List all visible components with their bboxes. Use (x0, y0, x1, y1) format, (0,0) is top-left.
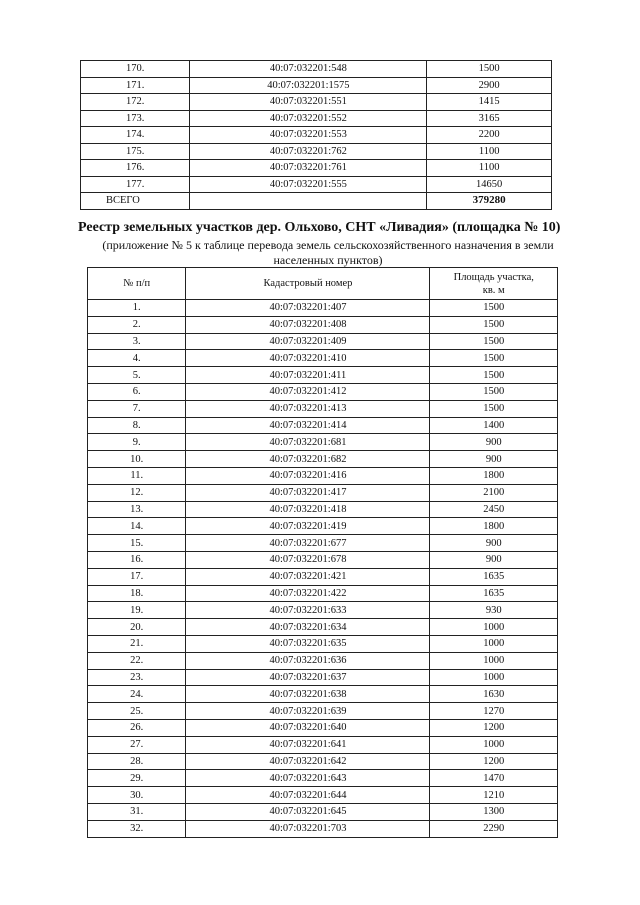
table-row (88, 652, 558, 669)
row-number: 8. (88, 417, 186, 434)
row-number: 30. (88, 787, 186, 804)
row-number: 21. (88, 635, 186, 652)
row-number: 14. (88, 518, 186, 535)
total-row (81, 193, 552, 210)
row-number: 3. (88, 333, 186, 350)
table-row (81, 143, 552, 160)
cadastral-number: 40:07:032201:1575 (190, 77, 427, 94)
cadastral-number: 40:07:032201:644 (186, 787, 430, 804)
cadastral-number: 40:07:032201:681 (186, 434, 430, 451)
table-row (88, 585, 558, 602)
cadastral-number: 40:07:032201:548 (190, 61, 427, 78)
area-value: 1000 (430, 635, 558, 652)
subtitle-line-2: населенных пунктов) (273, 252, 383, 267)
cadastral-number: 40:07:032201:411 (186, 367, 430, 384)
table-row (88, 551, 558, 568)
cadastral-number: 40:07:032201:636 (186, 652, 430, 669)
row-number: 18. (88, 585, 186, 602)
cadastral-number: 40:07:032201:422 (186, 585, 430, 602)
table-row (88, 686, 558, 703)
row-number: 15. (88, 535, 186, 552)
row-number: 27. (88, 736, 186, 753)
cadastral-number: 40:07:032201:641 (186, 736, 430, 753)
area-value: 1100 (427, 160, 552, 177)
area-value: 1630 (430, 686, 558, 703)
cadastral-number: 40:07:032201:634 (186, 619, 430, 636)
area-value: 3165 (427, 110, 552, 127)
area-value: 900 (430, 535, 558, 552)
table-row (81, 61, 552, 78)
row-number: 171. (81, 77, 190, 94)
row-number: 9. (88, 434, 186, 451)
cadastral-number: 40:07:032201:417 (186, 484, 430, 501)
header-cadastral: Кадастровый номер (186, 268, 430, 300)
area-value: 900 (430, 434, 558, 451)
table-row (88, 619, 558, 636)
cadastral-number: 40:07:032201:412 (186, 383, 430, 400)
cadastral-number: 40:07:032201:552 (190, 110, 427, 127)
table-row (88, 367, 558, 384)
table-row (88, 501, 558, 518)
cadastral-number: 40:07:032201:408 (186, 316, 430, 333)
main-table (87, 267, 558, 838)
cadastral-number: 40:07:032201:639 (186, 703, 430, 720)
area-value: 930 (430, 602, 558, 619)
cadastral-number: 40:07:032201:419 (186, 518, 430, 535)
cadastral-number: 40:07:032201:555 (190, 176, 427, 193)
table-row (81, 110, 552, 127)
table-row (81, 94, 552, 111)
row-number: 20. (88, 619, 186, 636)
table-row (88, 484, 558, 501)
table-row (88, 635, 558, 652)
cadastral-number: 40:07:032201:410 (186, 350, 430, 367)
cadastral-number: 40:07:032201:682 (186, 451, 430, 468)
row-number: 173. (81, 110, 190, 127)
table-row (88, 535, 558, 552)
row-number: 6. (88, 383, 186, 400)
row-number: 11. (88, 467, 186, 484)
table-row (88, 568, 558, 585)
section-title: Реестр земельных участков дер. Ольхово, СНТ «Ливадия» (площадка № 10) (78, 220, 561, 235)
cadastral-number: 40:07:032201:421 (186, 568, 430, 585)
area-value: 1500 (430, 367, 558, 384)
table-row (88, 300, 558, 317)
row-number: 25. (88, 703, 186, 720)
table-row (88, 350, 558, 367)
cadastral-number: 40:07:032201:645 (186, 803, 430, 820)
table-row (88, 703, 558, 720)
section-subtitle (78, 238, 578, 267)
cadastral-number: 40:07:032201:551 (190, 94, 427, 111)
header-row (88, 268, 558, 300)
row-number: 23. (88, 669, 186, 686)
area-value: 1635 (430, 568, 558, 585)
area-value: 1100 (427, 143, 552, 160)
table-row (88, 383, 558, 400)
table-row (88, 770, 558, 787)
row-number: 10. (88, 451, 186, 468)
area-value: 14650 (427, 176, 552, 193)
area-value: 1000 (430, 669, 558, 686)
top-table-body (81, 61, 552, 193)
row-number: 12. (88, 484, 186, 501)
row-number: 174. (81, 127, 190, 144)
cadastral-number: 40:07:032201:678 (186, 551, 430, 568)
cadastral-number: 40:07:032201:761 (190, 160, 427, 177)
area-value: 1500 (427, 61, 552, 78)
cadastral-number: 40:07:032201:418 (186, 501, 430, 518)
table-row (81, 77, 552, 94)
row-number: 26. (88, 719, 186, 736)
area-value: 1500 (430, 350, 558, 367)
row-number: 7. (88, 400, 186, 417)
total-label: ВСЕГО (81, 193, 190, 210)
table-row (88, 602, 558, 619)
row-number: 175. (81, 143, 190, 160)
row-number: 17. (88, 568, 186, 585)
area-value: 1500 (430, 383, 558, 400)
area-value: 1210 (430, 787, 558, 804)
cadastral-number: 40:07:032201:413 (186, 400, 430, 417)
table-row (88, 787, 558, 804)
row-number: 176. (81, 160, 190, 177)
row-number: 31. (88, 803, 186, 820)
cadastral-number: 40:07:032201:409 (186, 333, 430, 350)
total-value: 379280 (427, 193, 552, 210)
area-value: 1000 (430, 619, 558, 636)
table-row (88, 820, 558, 837)
header-num: № п/п (88, 268, 186, 300)
row-number: 28. (88, 753, 186, 770)
table-row (88, 434, 558, 451)
area-value: 2900 (427, 77, 552, 94)
row-number: 4. (88, 350, 186, 367)
row-number: 170. (81, 61, 190, 78)
subtitle-line-1: (приложение № 5 к таблице перевода земель сельскохозяйственного назначения в земли (102, 238, 554, 252)
table-row (88, 467, 558, 484)
area-value: 1500 (430, 400, 558, 417)
table-row (81, 160, 552, 177)
main-table-body (88, 300, 558, 838)
area-value: 1800 (430, 467, 558, 484)
row-number: 32. (88, 820, 186, 837)
area-value: 1500 (430, 333, 558, 350)
area-value: 900 (430, 551, 558, 568)
row-number: 13. (88, 501, 186, 518)
area-value: 1200 (430, 719, 558, 736)
cadastral-number: 40:07:032201:633 (186, 602, 430, 619)
table-row (88, 316, 558, 333)
area-value: 2290 (430, 820, 558, 837)
area-value: 1415 (427, 94, 552, 111)
area-value: 2450 (430, 501, 558, 518)
row-number: 2. (88, 316, 186, 333)
area-value: 900 (430, 451, 558, 468)
area-value: 1470 (430, 770, 558, 787)
table-row (88, 400, 558, 417)
row-number: 24. (88, 686, 186, 703)
cadastral-number: 40:07:032201:643 (186, 770, 430, 787)
area-value: 1300 (430, 803, 558, 820)
cadastral-number: 40:07:032201:637 (186, 669, 430, 686)
row-number: 16. (88, 551, 186, 568)
area-value: 1200 (430, 753, 558, 770)
cadastral-number: 40:07:032201:642 (186, 753, 430, 770)
table-row (88, 803, 558, 820)
table-row (81, 127, 552, 144)
cadastral-number: 40:07:032201:635 (186, 635, 430, 652)
header-area-line-2: кв. м (482, 284, 505, 296)
row-number: 177. (81, 176, 190, 193)
table-row (88, 669, 558, 686)
table-row (88, 736, 558, 753)
total-empty-cell (190, 193, 427, 210)
area-value: 1635 (430, 585, 558, 602)
header-area (430, 268, 558, 300)
row-number: 22. (88, 652, 186, 669)
table-row (88, 333, 558, 350)
area-value: 1000 (430, 736, 558, 753)
table-row (88, 451, 558, 468)
table-row (88, 719, 558, 736)
cadastral-number: 40:07:032201:762 (190, 143, 427, 160)
cadastral-number: 40:07:032201:553 (190, 127, 427, 144)
area-value: 1400 (430, 417, 558, 434)
row-number: 172. (81, 94, 190, 111)
cadastral-number: 40:07:032201:677 (186, 535, 430, 552)
cadastral-number: 40:07:032201:416 (186, 467, 430, 484)
table-row (88, 753, 558, 770)
area-value: 2100 (430, 484, 558, 501)
area-value: 1500 (430, 316, 558, 333)
area-value: 1800 (430, 518, 558, 535)
row-number: 1. (88, 300, 186, 317)
row-number: 5. (88, 367, 186, 384)
row-number: 19. (88, 602, 186, 619)
header-area-line-1: Площадь участка, (453, 271, 534, 283)
table-row (88, 518, 558, 535)
cadastral-number: 40:07:032201:414 (186, 417, 430, 434)
area-value: 1270 (430, 703, 558, 720)
row-number: 29. (88, 770, 186, 787)
cadastral-number: 40:07:032201:703 (186, 820, 430, 837)
cadastral-number: 40:07:032201:638 (186, 686, 430, 703)
table-row (88, 417, 558, 434)
cadastral-number: 40:07:032201:640 (186, 719, 430, 736)
cadastral-number: 40:07:032201:407 (186, 300, 430, 317)
area-value: 2200 (427, 127, 552, 144)
table-row (81, 176, 552, 193)
area-value: 1000 (430, 652, 558, 669)
area-value: 1500 (430, 300, 558, 317)
top-table (80, 60, 552, 210)
